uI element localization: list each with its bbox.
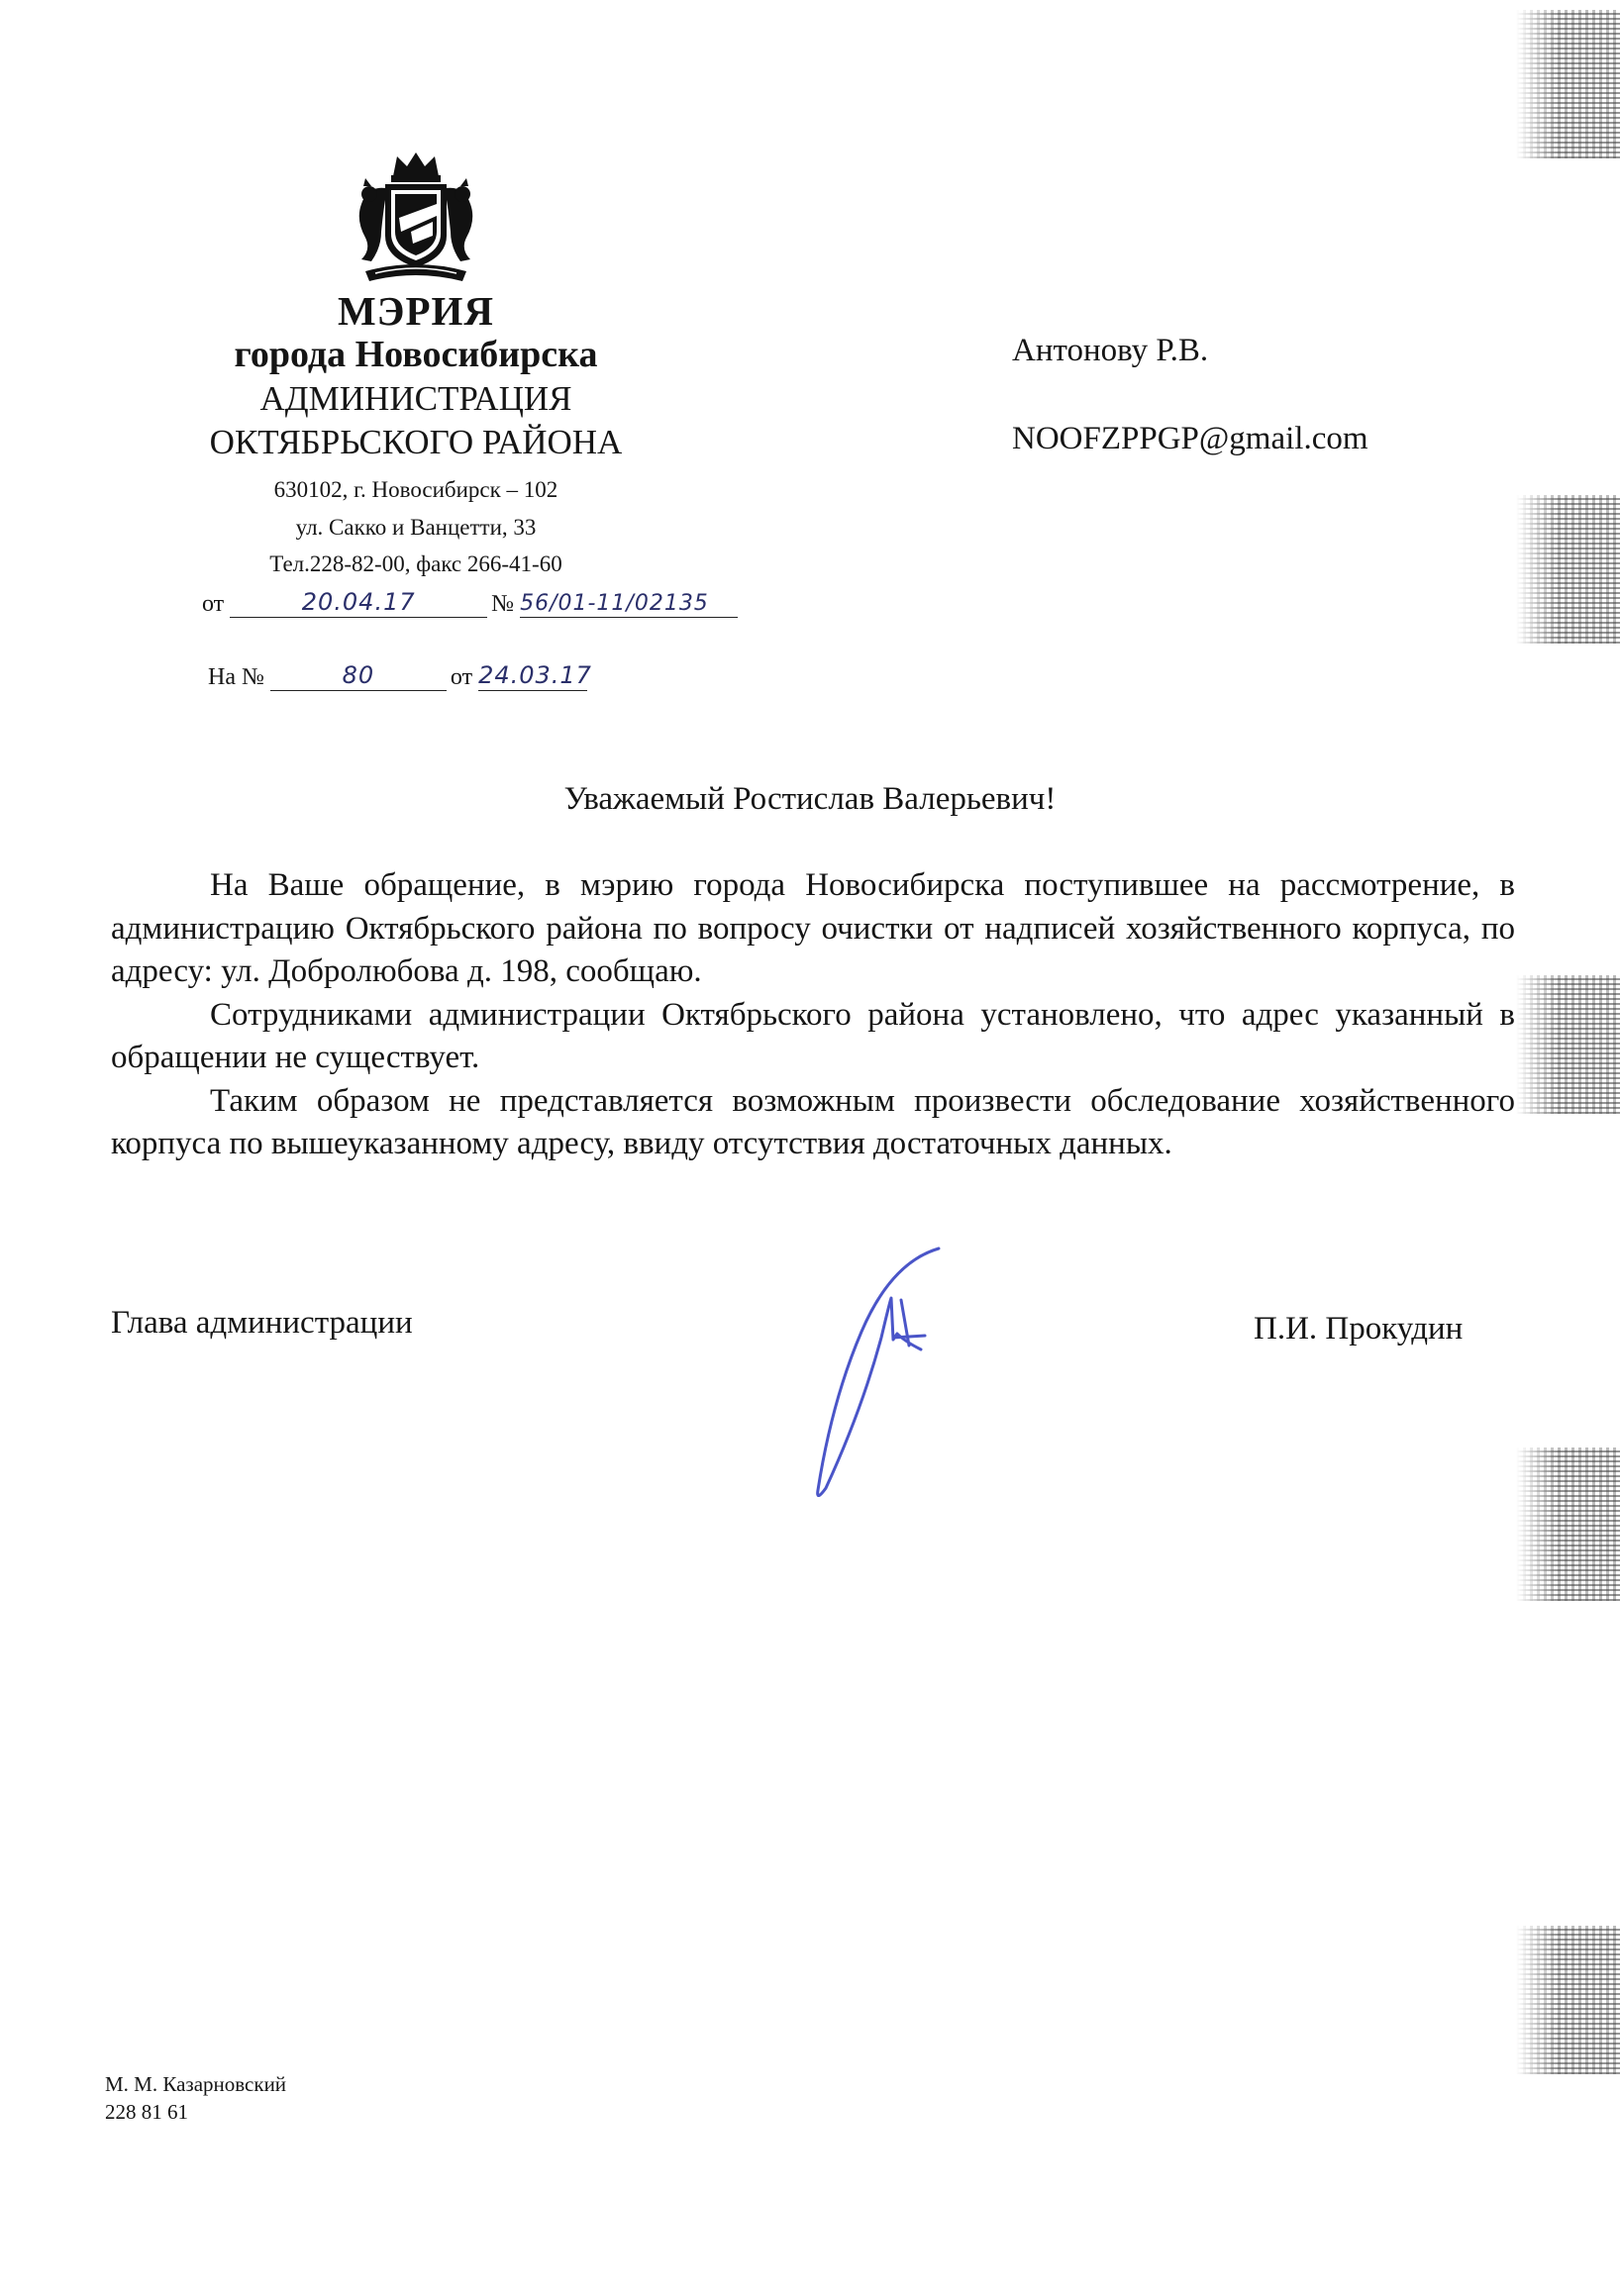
letter-body — [111, 864, 1515, 1166]
outgoing-number-label: № — [491, 591, 515, 617]
body-paragraph: Таким образом не представляется возможным произвести обследование хозяйственного корпуса по вышеуказанному адресу, ввиду отсутствия достаточных данных. — [111, 1082, 1515, 1161]
executor-phone: 228 81 61 — [105, 2099, 188, 2124]
incoming-number: 80 — [270, 661, 447, 691]
scan-artifact — [1516, 495, 1620, 644]
signatory-name: П.И. Прокудин — [1254, 1311, 1464, 1347]
incoming-reference — [208, 661, 592, 691]
scan-artifact — [1516, 975, 1620, 1114]
addressee-name: Антонову Р.В. — [1012, 333, 1209, 368]
addressee-block — [1012, 335, 1368, 455]
letterhead-postal-address: 630102, г. Новосибирск – 102 — [273, 477, 558, 503]
letterhead-administration: АДМИНИСТРАЦИЯ — [259, 378, 572, 418]
incoming-date: 24.03.17 — [478, 661, 592, 689]
handwritten-signature — [802, 1243, 961, 1510]
letterhead-city: города Новосибирска — [234, 334, 598, 376]
outgoing-number: 56/01-11/02135 — [520, 591, 738, 618]
addressee-email: NOOFZPPGP@gmail.com — [1012, 421, 1368, 456]
greeting: Уважаемый Ростислав Валерьевич! — [563, 781, 1057, 817]
outgoing-date-label: от — [202, 591, 225, 617]
letterhead-phone: Тел.228-82-00, факс 266-41-60 — [269, 550, 562, 576]
scan-artifact — [1516, 1447, 1620, 1601]
letterhead-district: ОКТЯБРЬСКОГО РАЙОНА — [209, 422, 623, 461]
incoming-number-label: На № — [208, 664, 264, 690]
novosibirsk-coat-of-arms-icon — [342, 149, 490, 287]
incoming-date-label: от — [450, 664, 473, 690]
executor-block — [105, 2071, 286, 2127]
scan-artifact — [1516, 1926, 1620, 2074]
outgoing-reference — [202, 588, 738, 618]
letterhead — [158, 149, 673, 582]
letterhead-street-address: ул. Сакко и Ванцетти, 33 — [295, 514, 537, 540]
outgoing-date: 20.04.17 — [230, 588, 487, 618]
signatory-title: Глава администрации — [111, 1305, 413, 1341]
executor-name: М. М. Казарновский — [105, 2072, 287, 2096]
letterhead-mayor: МЭРИЯ — [337, 288, 495, 334]
body-paragraph: Сотрудниками администрации Октябрьского района установлено, что адрес указанный в обращении не существует. — [111, 996, 1515, 1075]
body-paragraph: На Ваше обращение, в мэрию города Новосибирска поступившее на рассмотрение, в администрацию Октябрьского района по вопросу очистки от надписей хозяйственного корпуса, по адресу: ул. Добролюбова д. 198, сообщаю. — [111, 867, 1515, 989]
scan-artifact — [1516, 10, 1620, 158]
